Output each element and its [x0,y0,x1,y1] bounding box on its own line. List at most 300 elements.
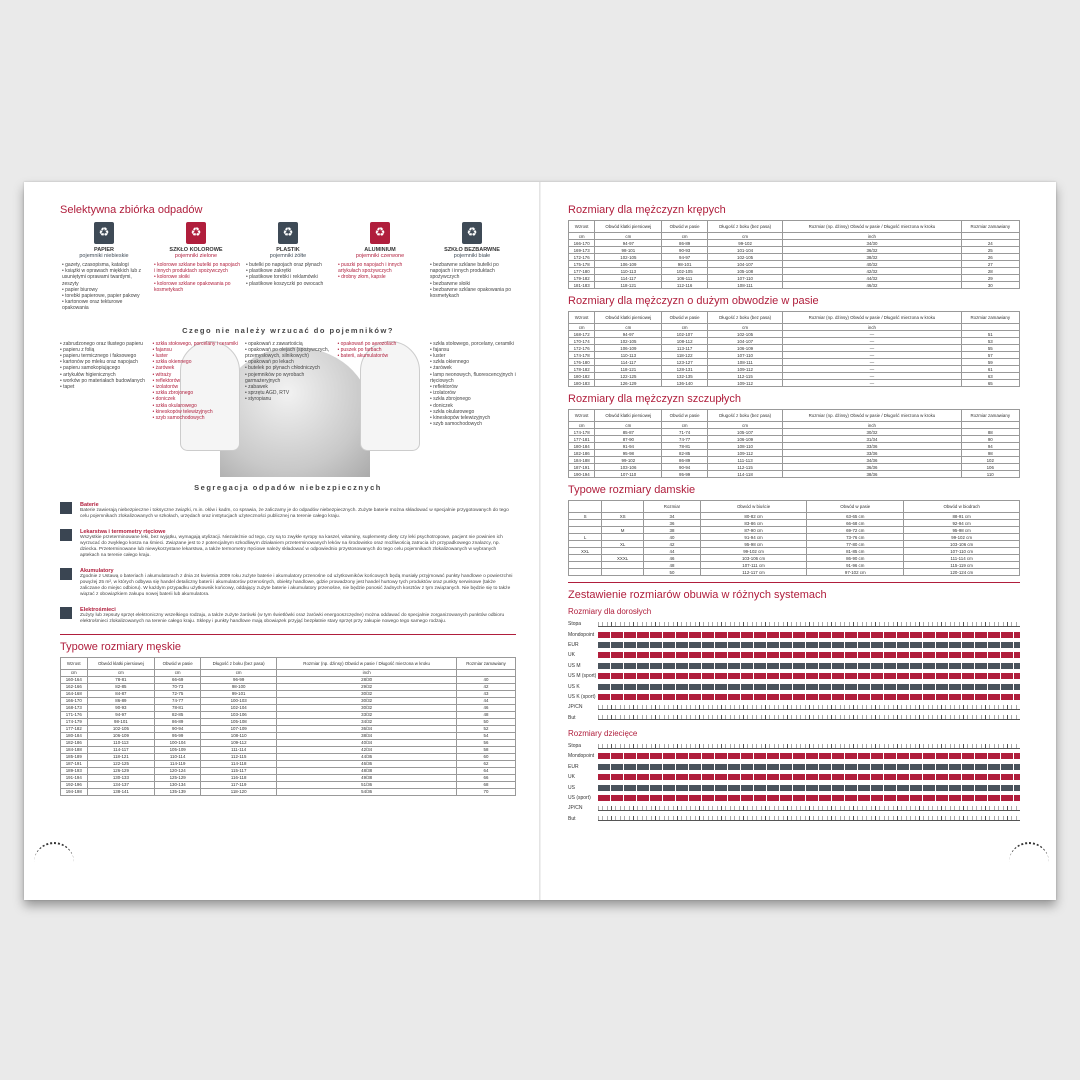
table-row [569,359,1020,366]
unit-cell [961,324,1019,331]
table-cell: 107-110 cm [904,548,1020,555]
table-cell: 90-93 [87,704,155,711]
table-row [61,753,516,760]
table-cell: 110-113 [595,268,662,275]
shoe-size-scale [598,795,1020,801]
bin-item: • plastikowe zakrętki [246,268,332,274]
shoe-size-scale [598,816,1020,821]
unit-cell [961,233,1019,240]
dont-item: • doniczek [153,396,239,402]
table-cell: 74-77 [662,436,707,443]
recycle-bin-icon [278,222,298,244]
table-cell: 180-184 [569,443,595,450]
table-cell: 78-81 [155,704,201,711]
table-cell: 123-127 [662,359,707,366]
table-cell: 44 [644,548,701,555]
table-cell: 109-112 [707,380,783,387]
table-cell: 24 [961,240,1019,247]
hazard-title: Segregacja odpadów niebezpiecznych [194,482,382,492]
table-cell: 112-115 [707,464,783,471]
table-cell: 118-121 [595,366,662,373]
table-cell: 130-133 [87,774,155,781]
table-head [569,410,1020,422]
table-cell: 63-65 cm [807,513,904,520]
table-cell: 106-109 [595,345,662,352]
bin-item: • bezbarwne słoiki [430,281,516,287]
table-cell: 98 [961,450,1019,457]
hazard-body [80,529,516,559]
table-cell: 125-129 [155,774,201,781]
dont-item: • papieru z folią [60,347,146,353]
table-row [569,366,1020,373]
table-row [61,704,516,711]
shoe-system-label: But [568,815,576,822]
table-cell: 90-94 [662,464,707,471]
hazard-icon [60,568,72,580]
shoe-size-scale [598,642,1020,648]
table-cell: 30/32 [277,704,457,711]
shoe-size-row [568,629,1020,639]
unit-cell: cm [569,233,595,240]
column-header: Długość z boku (bez pasa) [707,221,783,233]
table-cell: 111-114 [201,746,277,753]
page-fold [539,182,541,900]
bin-subtitle: pojemniki zielone [174,253,218,259]
bin-item: • plastikowe koszyczki po owocach [246,281,332,287]
column-header: Obwód w pasie [807,501,904,513]
table-cell: 114-117 [595,359,662,366]
bin-subtitle: pojemniki białe [453,253,491,259]
table-cell: 103-106 [595,464,662,471]
column-header: Długość z boku (bez pasa) [707,410,783,422]
table-cell: 112-115 [707,373,783,380]
slim-title: Rozmiary dla mężczyzn szczupłych [568,393,741,405]
table-cell: 114-117 [87,746,155,753]
table-cell: XXL [569,548,602,555]
table-cell: 100-103 [201,697,277,704]
recycle-bin-icon [94,222,114,244]
table-cell: 106-109 [707,345,783,352]
table-cell: 77-80 cm [807,541,904,548]
table-cell: 112-117 cm [700,569,806,576]
column-header: Rozmiar zamawiany [961,221,1019,233]
bin-subtitle: pojemniki czerwone [355,253,405,259]
shoe-system-label: US M [568,662,581,669]
table-cell: 46 [457,704,516,711]
shoes-title: Zestawienie rozmiarów obuwia w różnych systemach [568,589,827,601]
table-cell: 59 [961,359,1019,366]
table-cell: M [602,527,644,534]
table-cell: 102-105 [595,338,662,345]
table-head [569,501,1020,513]
hazard-title: Baterie [80,501,99,508]
kids-shoe-chart [568,741,1020,824]
table-cell [569,527,602,534]
hazard-text: Wszystkie przeterminowane leki, bez wyjątku, wymagają utylizacji. Niezależnie od tego, czy są to zwykłe syropy na kaszel, witaminy, suplementy diety czy leki psychotropowe, pacjent nie powinien ich wyrzucać do zwykłego kosza na śmieci. Związane jest to z potencjalnym szkodliwym działaniem przeterminowanych leków na środowisko oraz możliwością zatrucia ich przypadkowego znalazcy, np. dziecka. Przeterminowane lub niewykorzystane lekarstwa, a także termometry rtęciowe należy składować w odpowiednio przystosowanych do tego celu pojemnikach zlokalizowanych w wybranych aptekach na terenie całego kraju. [80,534,503,558]
table-cell: 122-125 [87,760,155,767]
table-cell: 112-116 [662,282,707,289]
table-head [61,657,516,669]
table-cell: 106-111 [662,275,707,282]
table-cell: 38/32 [783,254,961,261]
table-cell: 115-119 cm [904,562,1020,569]
table-cell: 57 [961,352,1019,359]
table-cell: 114-117 [595,275,662,282]
dont-item: • artykułów higienicznych [60,372,146,378]
table-cell: 28 [961,268,1019,275]
table-cell: 97-102 cm [807,569,904,576]
table-cell: 120-124 cm [904,569,1020,576]
table-cell: 95-98 cm [700,541,806,548]
table-cell: 98-101 [595,247,662,254]
dont-item: • szkła okularowego [153,403,239,409]
dont-item: • papieru samokopiującego [60,365,146,371]
table-cell [602,562,644,569]
shoe-size-scale [598,694,1020,700]
table-cell: 169-173 [569,247,595,254]
shoe-size-scale [598,705,1020,710]
table-cell: — [783,366,961,373]
shoe-size-row [568,640,1020,650]
table-cell: 80-82 cm [700,513,806,520]
unit-row [569,233,1020,240]
table-cell: 103-106 cm [700,555,806,562]
hazard-item [60,568,516,598]
bin-items [152,262,240,293]
dont-title: Czego nie należy wrzucać do pojemników? [182,325,394,335]
table-cell: 175-178 [569,261,595,268]
column-header: Obwód klatki piersiowej [87,657,155,669]
dont-list [153,341,239,428]
table-cell: 177-182 [61,725,88,732]
table-cell: 138-141 [87,788,155,795]
bin-column [428,222,516,312]
table-cell: 94-97 [662,254,707,261]
column-header: Obwód w pasie [662,221,707,233]
shoe-size-scale [598,684,1020,690]
table-cell: 40/34 [277,739,457,746]
table-cell: 122-125 [595,373,662,380]
table-cell: 181-183 [569,282,595,289]
dont-item: • kartonów po mleku oraz napojach [60,359,146,365]
table-cell: 33/32 [277,711,457,718]
table-cell [569,520,602,527]
table-cell: 185-189 [61,753,88,760]
dont-item: • szyb samochodowych [153,415,239,421]
table-row [569,443,1020,450]
table-cell: 30/32 [277,697,457,704]
table-cell: 64 [457,767,516,774]
table-cell: 110-113 [595,352,662,359]
table-cell: 120-124 [155,767,201,774]
table-cell: 36/32 [783,247,961,254]
bin-item: • bezbarwne szklane butelki po napojach i innych produktach spożywczych [430,262,516,281]
dont-item: • żarówek [153,365,239,371]
table-cell: 107-110 [707,352,783,359]
shoe-system-label: US (sport) [568,795,591,802]
table-cell: 36/36 [783,464,961,471]
table-cell: 88 [961,429,1019,436]
column-header: Wzrost [61,657,88,669]
recycle-bin-icon [186,222,206,244]
table-cell: 60 [457,753,516,760]
table-cell: 29 [961,275,1019,282]
table-row [569,520,1020,527]
table-cell: 187-191 [61,760,88,767]
bin-column [152,222,240,312]
shoe-size-scale [598,806,1020,811]
table-row [61,739,516,746]
table-cell: 113-117 [662,345,707,352]
table-cell: 69-72 cm [807,527,904,534]
table-cell: 172-176 [569,345,595,352]
table-cell: 103-106 cm [904,541,1020,548]
unit-cell: cm [707,233,783,240]
table-cell: 105-108 [201,718,277,725]
column-header: Rozmiar [644,501,701,513]
table-cell: 108-111 [707,359,783,366]
column-header: Rozmiar (np. dżinsy) Obwód w pasie / Długość mierzona w kroku [783,410,961,422]
table-row [61,788,516,795]
table-cell: 61 [961,366,1019,373]
globe-illustration [60,341,516,471]
dont-item: • pojemników po wyrobach garmażeryjnych [245,372,331,384]
dont-item: • szkła zbrojonego [430,396,516,402]
table-cell: 194-198 [61,788,88,795]
table-cell: XL [602,541,644,548]
hazard-title: Lekarstwa i termometry rtęciowe [80,528,166,535]
table-cell: 126-129 [87,767,155,774]
table-cell: 28/30 [277,676,457,683]
dont-list [245,341,331,428]
table-cell: 82-85 [87,683,155,690]
table-cell: 82-85 [662,450,707,457]
dont-item: • opakowań z zawartością [245,341,331,347]
hazard-text: Zgodnie z Ustawą o bateriach i akumulatorach z dnia 24 kwietnia 2009 roku zużyte baterie i akumulatory przenośne od użytkowników końcowych będą musiały przyjmować punkty handlowe o powierzchni powyżej 25 m², w których odbywa się handel detaliczny baterii i akumulatorów przenośnych, obiekty handlowe, gdzie prowadzony jest handel hurtowy tych produktów oraz punkty serwisowe (także zaliczane do miejsc odbioru). W każdym przypadku użytkownik końcowy, oddający zużyte baterie i akumulatory przenośne, nie będzie ponosić żadnych kosztów z tym związanych. Nie będzie się to także wiązać z obowiązkiem zakupu nowej baterii lub akumulatora. [80,573,513,597]
table-cell: 74-77 [155,697,201,704]
table-cell: 178-182 [569,366,595,373]
table-cell: 91-94 cm [700,534,806,541]
dont-item: • doniczek [430,403,516,409]
table-cell: — [783,352,961,359]
table-cell: 130-134 [155,781,201,788]
shoe-system-label: JP/CN [568,704,583,711]
table-cell: L [569,534,602,541]
dont-item: • szkła okiennego [153,359,239,365]
shoe-size-row [568,671,1020,681]
table-row [569,436,1020,443]
shoe-size-scale [598,663,1020,669]
table-row [61,774,516,781]
table-cell: 98-101 [662,261,707,268]
table-body [569,233,1020,289]
table-cell: 54 [457,732,516,739]
table-cell: 135-139 [155,788,201,795]
table-cell: 36/34 [277,725,457,732]
dont-item: • szkła okiennego [430,359,516,365]
dont-item: • witraży [153,372,239,378]
table-cell: 87-90 [595,436,662,443]
table-cell: 73-76 cm [807,534,904,541]
table-cell: — [783,345,961,352]
shoe-size-row [568,782,1020,792]
table-cell: 99-102 cm [700,548,806,555]
table-cell: 34/36 [783,457,961,464]
bin-item: • książki w oprawach miękkich lub z usuniętymi oprawami twardymi, zeszyty [62,268,148,287]
table-cell: 63 [961,373,1019,380]
table-cell: 68 [457,781,516,788]
table-cell: 107-111 cm [700,562,806,569]
table-cell: 189-193 [61,767,88,774]
hazard-body [80,607,516,625]
table-cell: 49/38 [277,774,457,781]
table-row [61,725,516,732]
table-cell: 176-180 [569,359,595,366]
table-cell: 184-188 [61,746,88,753]
recycle-bin-icon [370,222,390,244]
table-row [569,450,1020,457]
table-cell: 114-118 [707,471,783,478]
table-row [569,331,1020,338]
bin-item: • puszki po napojach i innych artykułach spożywczych [338,262,424,274]
shoe-system-label: But [568,714,576,721]
table-cell: 86-89 [662,457,707,464]
shoe-system-label: US K (sport) [568,693,596,700]
shoe-system-label: UK [568,774,575,781]
table-cell: 109-112 [707,366,783,373]
table-row [61,732,516,739]
table-cell: 168-172 [569,331,595,338]
dont-item: • fajansu [153,347,239,353]
table-cell: 86-89 [155,718,201,725]
bins-row [60,222,516,312]
table-cell: 90-94 [155,725,201,732]
bin-subtitle: pojemniki żółte [269,253,307,259]
shoe-system-label: Stopa [568,743,582,750]
table-cell: 106 [961,464,1019,471]
table-cell: 78-81 [87,676,155,683]
unit-row [569,422,1020,429]
dont-item: • zabrudzonego oraz tłustego papieru [60,341,146,347]
bin-item: • papier biurowy [62,287,148,293]
table-cell: 44 [457,697,516,704]
table-cell: 43 [457,690,516,697]
table-cell: 34/30 [783,240,961,247]
table-cell: 86-89 [662,240,707,247]
table-row [569,527,1020,534]
table-cell: 102-105 [595,254,662,261]
table-cell: 33/36 [783,443,961,450]
hazard-icon [60,502,72,514]
table-row [569,471,1020,478]
table-cell: 85-87 [595,429,662,436]
bin-items [428,262,516,299]
shoe-size-scale [598,785,1020,791]
shoe-size-row [568,772,1020,782]
table-cell: 36 [644,520,701,527]
decorative-dots [34,842,74,882]
table-cell: 170-174 [569,338,595,345]
table-cell: 108-111 [707,282,783,289]
table-row [569,345,1020,352]
table-cell: 55 [961,345,1019,352]
table-cell: 108-110 [707,443,783,450]
table-cell: 30/32 [277,690,457,697]
table-cell: 111-114 cm [904,555,1020,562]
table-cell: 86-89 [87,697,155,704]
dont-item: • kineskopów telewizyjnych [430,415,516,421]
column-header: Wzrost [569,221,595,233]
column-header [602,501,644,513]
shoe-system-label: EUR [568,763,579,770]
bin-name: SZKŁO BEZBARWNE [444,247,500,253]
dont-item: • szkła stołowego, porcelany, ceramiki [430,341,516,347]
table-row [569,569,1020,576]
dont-item: • reflektorów [153,378,239,384]
shoe-system-label: US K [568,683,580,690]
table-cell [569,555,602,562]
bin-name: ALUMINIUM [364,247,396,253]
table-cell: 91-96 cm [807,562,904,569]
table-cell: 26 [961,254,1019,261]
table-cell: 110-113 [87,739,155,746]
dont-item: • szkła zbrojonego [153,390,239,396]
bin-item: • kolorowe szklane butelki po napojach i innych produktach spożywczych [154,262,240,274]
column-header: Obwód klatki piersiowej [595,410,662,422]
hazard-item [60,607,516,625]
dont-item: • izolatorów [430,390,516,396]
table-cell: — [783,373,961,380]
unit-cell: cm [595,422,662,429]
column-header: Długość z boku (bez pasa) [707,312,783,324]
table-cell: 107-110 [707,275,783,282]
shoe-size-row [568,793,1020,803]
column-header: Rozmiar zamawiany [961,312,1019,324]
dont-item: • opakowań po aerozolach [338,341,424,347]
table-cell: 109-112 [201,739,277,746]
unit-cell: cm [87,669,155,676]
table-row [61,690,516,697]
table-cell: 99-102 [707,240,783,247]
table-row [569,282,1020,289]
shoe-size-scale [598,632,1020,638]
dont-item: • opakowań po lekach [245,359,331,365]
column-header: Obwód w pasie [662,410,707,422]
table-cell: 62 [457,760,516,767]
table-cell: 182-186 [569,450,595,457]
unit-cell: inch [783,422,961,429]
table-cell: 90 [961,436,1019,443]
dont-item: • izolatorów [153,384,239,390]
table-body [569,422,1020,478]
shoe-system-label: Mondopoint [568,753,595,760]
shoe-system-label: Mondopoint [568,631,595,638]
unit-cell [457,669,516,676]
dont-item: • zabawek [245,384,331,390]
table-cell: 95-98 [595,450,662,457]
recycle-bin-icon [462,222,482,244]
table-cell: 102 [961,457,1019,464]
table-row [61,718,516,725]
shoe-system-label: Stopa [568,621,582,628]
dont-item: • szyb samochodowych [430,421,516,427]
table-cell: 38/34 [277,732,457,739]
table-cell: 162-166 [61,683,88,690]
table-cell: 72-75 [155,690,201,697]
table-cell: 174-178 [569,429,595,436]
table-body [61,669,516,795]
hazard-body [80,568,516,598]
